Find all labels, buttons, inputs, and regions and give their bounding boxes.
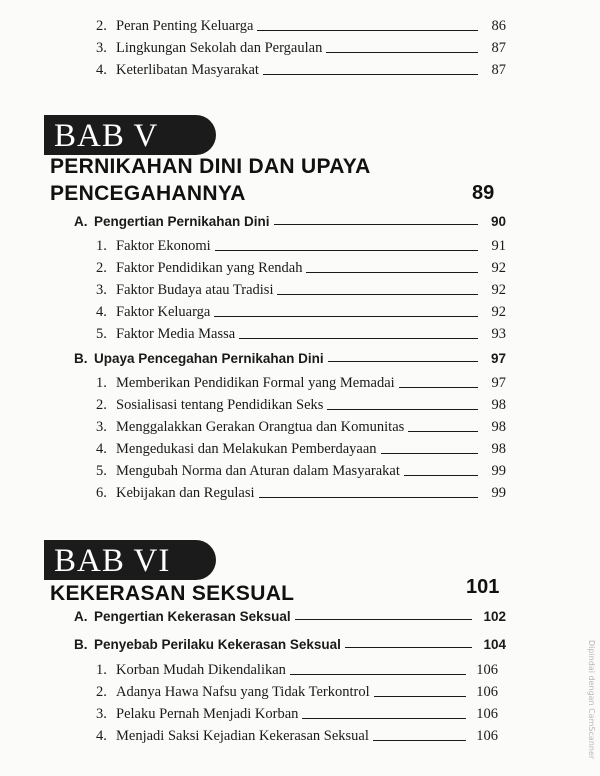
dot-leader bbox=[215, 250, 478, 251]
toc-entry bbox=[96, 18, 506, 35]
dot-leader bbox=[374, 696, 466, 697]
toc-section bbox=[74, 351, 506, 366]
section-page: 97 bbox=[490, 351, 506, 366]
entry-number: 4. bbox=[96, 304, 107, 320]
entry-number: 3. bbox=[96, 706, 107, 722]
chapter-page: 89 bbox=[472, 182, 495, 204]
entry-number: 2. bbox=[96, 18, 107, 34]
entry-number: 2. bbox=[96, 684, 107, 700]
entry-title: Sosialisasi tentang Pendidikan Seks bbox=[116, 397, 324, 413]
entry-number: 4. bbox=[96, 62, 107, 78]
entry-title: Adanya Hawa Nafsu yang Tidak Terkontrol bbox=[116, 684, 370, 700]
entry-number: 3. bbox=[96, 282, 107, 298]
entry-page: 87 bbox=[491, 62, 506, 78]
dot-leader bbox=[408, 431, 478, 432]
section-title: Penyebab Perilaku Kekerasan Seksual bbox=[94, 637, 341, 652]
dot-leader bbox=[306, 272, 478, 273]
entry-title: Kebijakan dan Regulasi bbox=[116, 485, 255, 501]
dot-leader bbox=[274, 224, 478, 225]
chapter-title-line2: PENCEGAHANNYA bbox=[50, 182, 246, 205]
entry-number: 4. bbox=[96, 441, 107, 457]
entry-page: 91 bbox=[491, 238, 506, 254]
dot-leader bbox=[214, 316, 478, 317]
entry-title: Menjadi Saksi Kejadian Kekerasan Seksual bbox=[116, 728, 369, 744]
toc-entry bbox=[96, 397, 506, 414]
section-letter: B. bbox=[74, 351, 88, 366]
entry-title: Faktor Media Massa bbox=[116, 326, 236, 342]
toc-entry bbox=[96, 260, 506, 277]
entry-page: 98 bbox=[491, 441, 506, 457]
dot-leader bbox=[373, 740, 466, 741]
entry-title: Faktor Ekonomi bbox=[116, 238, 211, 254]
toc-entry bbox=[96, 419, 506, 436]
toc-section bbox=[74, 214, 506, 229]
entry-page: 106 bbox=[476, 706, 498, 722]
dot-leader bbox=[404, 475, 478, 476]
entry-page: 99 bbox=[491, 485, 506, 501]
toc-entry bbox=[96, 304, 506, 321]
entry-title: Keterlibatan Masyarakat bbox=[116, 62, 259, 78]
entry-title: Mengubah Norma dan Aturan dalam Masyarakat bbox=[116, 463, 400, 479]
entry-number: 5. bbox=[96, 326, 107, 342]
dot-leader bbox=[345, 647, 472, 648]
entry-page: 106 bbox=[476, 728, 498, 744]
toc-entry bbox=[96, 485, 506, 502]
entry-page: 92 bbox=[491, 282, 506, 298]
dot-leader bbox=[257, 30, 478, 31]
entry-title: Memberikan Pendidikan Formal yang Memadai bbox=[116, 375, 395, 391]
section-title: Pengertian Pernikahan Dini bbox=[94, 214, 270, 229]
entry-title: Lingkungan Sekolah dan Pergaulan bbox=[116, 40, 323, 56]
section-page: 102 bbox=[483, 609, 506, 624]
toc-entry bbox=[96, 326, 506, 343]
dot-leader bbox=[263, 74, 478, 75]
entry-page: 106 bbox=[476, 662, 498, 678]
dot-leader bbox=[302, 718, 466, 719]
dot-leader bbox=[239, 338, 478, 339]
entry-number: 3. bbox=[96, 40, 107, 56]
toc-entry bbox=[96, 282, 506, 299]
entry-page: 92 bbox=[491, 260, 506, 276]
entry-page: 98 bbox=[491, 419, 506, 435]
dot-leader bbox=[326, 52, 478, 53]
toc-entry bbox=[96, 728, 498, 745]
entry-number: 1. bbox=[96, 238, 107, 254]
entry-title: Peran Penting Keluarga bbox=[116, 18, 254, 34]
toc-entry bbox=[96, 62, 506, 79]
dot-leader bbox=[328, 361, 478, 362]
entry-title: Faktor Pendidikan yang Rendah bbox=[116, 260, 303, 276]
entry-page: 97 bbox=[491, 375, 506, 391]
section-page: 90 bbox=[490, 214, 506, 229]
entry-title: Faktor Budaya atau Tradisi bbox=[116, 282, 274, 298]
toc-entry bbox=[96, 684, 498, 701]
entry-number: 5. bbox=[96, 463, 107, 479]
toc-section bbox=[74, 637, 506, 652]
entry-page: 93 bbox=[491, 326, 506, 342]
toc-entry bbox=[96, 40, 506, 57]
scanner-watermark: Dipindai dengan CamScanner bbox=[587, 640, 596, 760]
entry-page: 99 bbox=[491, 463, 506, 479]
entry-page: 106 bbox=[476, 684, 498, 700]
entry-page: 87 bbox=[491, 40, 506, 56]
toc-section bbox=[74, 609, 506, 624]
dot-leader bbox=[295, 619, 472, 620]
toc-entry bbox=[96, 706, 498, 723]
entry-title: Pelaku Pernah Menjadi Korban bbox=[116, 706, 299, 722]
entry-number: 1. bbox=[96, 662, 107, 678]
entry-number: 4. bbox=[96, 728, 107, 744]
section-page: 104 bbox=[483, 637, 506, 652]
dot-leader bbox=[290, 674, 466, 675]
entry-page: 98 bbox=[491, 397, 506, 413]
section-title: Pengertian Kekerasan Seksual bbox=[94, 609, 291, 624]
section-letter: A. bbox=[74, 214, 88, 229]
entry-page: 92 bbox=[491, 304, 506, 320]
section-letter: A. bbox=[74, 609, 88, 624]
toc-entry bbox=[96, 662, 498, 679]
bab-vi-label: BAB VI bbox=[44, 540, 216, 580]
dot-leader bbox=[327, 409, 478, 410]
entry-number: 1. bbox=[96, 375, 107, 391]
dot-leader bbox=[259, 497, 478, 498]
section-title: Upaya Pencegahan Pernikahan Dini bbox=[94, 351, 324, 366]
section-letter: B. bbox=[74, 637, 88, 652]
chapter-page: 101 bbox=[466, 576, 500, 598]
toc-entry bbox=[96, 463, 506, 480]
dot-leader bbox=[381, 453, 478, 454]
dot-leader bbox=[399, 387, 478, 388]
chapter-title-line1: PERNIKAHAN DINI DAN UPAYA bbox=[50, 155, 371, 178]
toc-entry bbox=[96, 238, 506, 255]
toc-entry bbox=[96, 375, 506, 392]
entry-page: 86 bbox=[491, 18, 506, 34]
entry-title: Faktor Keluarga bbox=[116, 304, 211, 320]
chapter-title: KEKERASAN SEKSUAL bbox=[50, 582, 295, 605]
entry-number: 2. bbox=[96, 260, 107, 276]
entry-title: Menggalakkan Gerakan Orangtua dan Komunitas bbox=[116, 419, 405, 435]
dot-leader bbox=[277, 294, 478, 295]
entry-title: Korban Mudah Dikendalikan bbox=[116, 662, 286, 678]
toc-entry bbox=[96, 441, 506, 458]
entry-number: 3. bbox=[96, 419, 107, 435]
entry-number: 2. bbox=[96, 397, 107, 413]
bab-v-label: BAB V bbox=[44, 115, 216, 155]
entry-number: 6. bbox=[96, 485, 107, 501]
entry-title: Mengedukasi dan Melakukan Pemberdayaan bbox=[116, 441, 377, 457]
